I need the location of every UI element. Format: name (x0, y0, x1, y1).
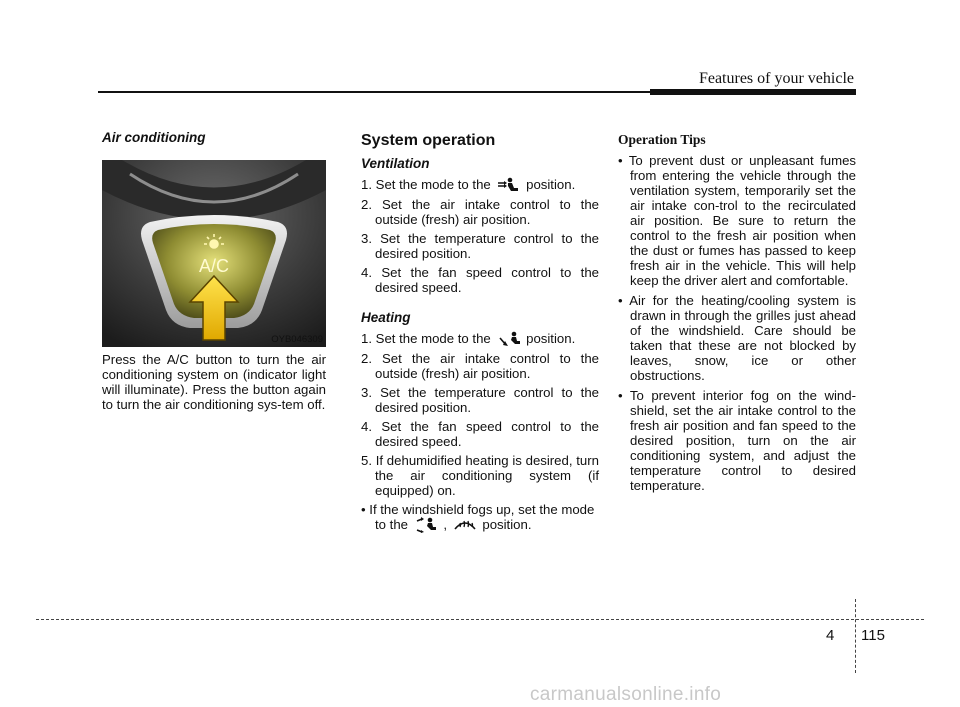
system-operation-column (361, 130, 599, 537)
heating-step-1: 1. Set the mode to the position. (361, 331, 576, 346)
footer-divider (855, 599, 856, 673)
heating-heading: Heating (361, 310, 411, 325)
floor-vent-icon (494, 331, 522, 347)
ventilation-step-1: 1. Set the mode to the position. (361, 177, 576, 192)
ventilation-step-2: 2. Set the air intake control to the outside (fresh) air position. (361, 197, 599, 227)
header-rule (98, 91, 652, 93)
page-number: 115 (861, 627, 885, 644)
face-vent-icon (494, 177, 522, 193)
heating-fog-bullet: • If the windshield fogs up, set the mode to the , position. (361, 502, 595, 532)
heating-step-3: 3. Set the temperature control to the desired position. (361, 385, 599, 415)
heating-step-4: 4. Set the fan speed control to the desired speed. (361, 419, 599, 449)
defrost-icon (451, 517, 479, 533)
header-bar (650, 89, 856, 95)
photo-code: OYB046309 (271, 334, 323, 345)
ac-description-text: Press the A/C button to turn the air conditioning system on (indicator light will illuminate). Press the button again to turn the air conditioning sys-tem off. (102, 352, 326, 412)
heating-step-2: 2. Set the air intake control to the outside (fresh) air position. (361, 351, 599, 381)
system-operation-title: System operation (361, 132, 496, 149)
footer-rule (36, 619, 924, 620)
ac-label: A/C (198, 256, 230, 276)
ventilation-step-4: 4. Set the fan speed control to the desired speed. (361, 265, 599, 295)
chapter-number: 4 (826, 627, 835, 644)
heating-step-5: 5. If dehumidified heating is desired, turn the air conditioning system (if equipped) on. (361, 453, 599, 498)
operation-tips-title: Operation Tips (618, 132, 706, 147)
operation-tips-column (618, 132, 856, 498)
tip-item: • To prevent interior fog on the wind-shield, set the air intake control to the fresh air position and fan speed to the desired position, turn on the air conditioning system, and adjust the temperature control to desired temperature. (618, 388, 856, 493)
tip-item: • To prevent dust or unpleasant fumes from entering the vehicle through the ventilation system, temporarily set the air intake con-trol to the recirculated air position. Be sure to return the control to the fresh air position when the dust or fumes has passed to keep fresh air in the vehicle. This will help keep the driver alert and comfortable. (618, 153, 856, 288)
floor-defrost-icon (412, 517, 440, 533)
ventilation-step-3: 3. Set the temperature control to the desired position. (361, 231, 599, 261)
left-column-heading-wrap (102, 130, 326, 145)
ac-button-illustration (102, 160, 326, 347)
ac-button-photo (102, 160, 326, 347)
air-conditioning-heading: Air conditioning (102, 130, 206, 145)
ac-description (102, 352, 326, 412)
section-header-title: Features of your vehicle (698, 70, 854, 87)
tip-item: • Air for the heating/cooling system is drawn in through the grilles just ahead of the windshield. Care should be taken that these are not blocked by leaves, snow, ice or other obstructions. (618, 293, 856, 383)
ventilation-heading: Ventilation (361, 156, 430, 171)
watermark: carmanualsonline.info (530, 684, 722, 705)
